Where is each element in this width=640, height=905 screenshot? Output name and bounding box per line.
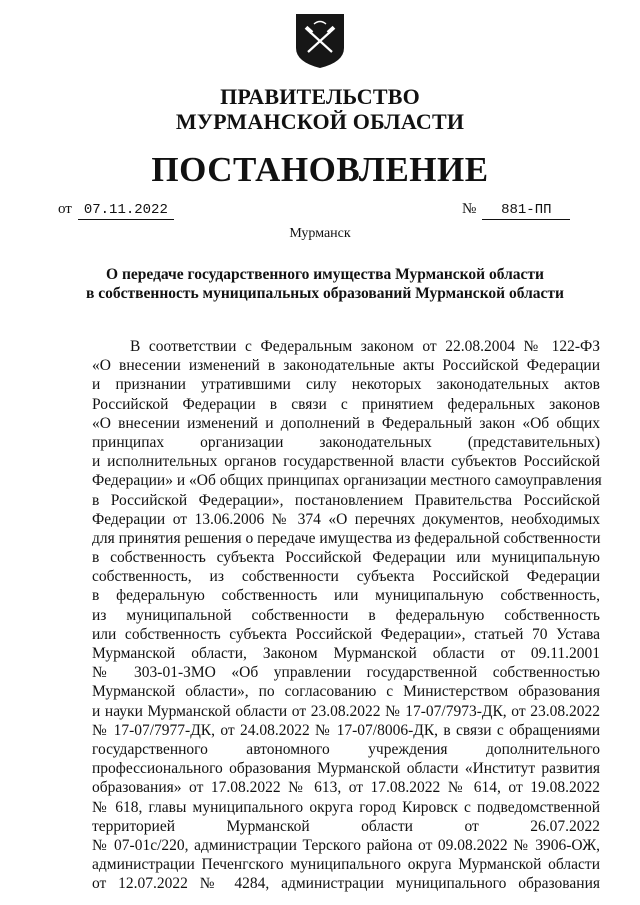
body-line: Мурманской области, Законом Мурманской области от 09.11.2001 <box>92 645 600 662</box>
body-line: В соответствии с Федеральным законом от 22.08.2004 № 122-ФЗ <box>130 338 600 355</box>
body-line: Федерации» и «Об общих принципах организации местного самоуправления <box>92 472 602 490</box>
government-title <box>0 84 640 134</box>
body-line: «О внесении изменений в законодательные акты Российской Федерации <box>92 357 600 375</box>
coat-of-arms-icon <box>294 12 346 70</box>
number-label: № <box>462 201 477 217</box>
body-line: и исполнительных органов государственной власти субъектов Российской <box>92 453 600 471</box>
body-line: от 12.07.2022 № 4284, администрации муниципального образования <box>92 875 600 893</box>
body-line: № 17-07/7977-ДК, от 24.08.2022 № 17-07/8006-ДК, в связи с обращениями <box>92 721 600 739</box>
body-line: или собственность субъекта Российской Федерации», статьей 70 Устава <box>92 625 600 643</box>
body-line: № 618, главы муниципального округа город Кировск с подведомственной <box>92 798 600 816</box>
body-line: профессионального образования Мурманской области «Институт развития <box>92 760 600 778</box>
government-title-line2: МУРМАНСКОЙ ОБЛАСТИ <box>175 109 465 134</box>
body-line: в Российской Федерации», постановлением Правительства Российской <box>92 491 600 509</box>
body-line: и признании утратившими силу некоторых законодательных актов <box>92 376 600 394</box>
body-line: № 07-01с/220, администрации Терского района от 09.08.2022 № 3906-ОЖ, <box>92 836 600 854</box>
body-line: администрации Печенгского муниципального округа Мурманской области <box>92 856 600 874</box>
city: Мурманск <box>289 226 351 241</box>
body-line: в собственность субъекта Российской Федерации или муниципальную <box>92 549 600 567</box>
government-title-line1: ПРАВИТЕЛЬСТВО <box>220 84 420 109</box>
body-paragraph <box>92 337 600 893</box>
body-line: и науки Мурманской области от 23.08.2022 № 17-07/7973-ДК, от 23.08.2022 <box>92 702 600 720</box>
body-line: Федерации от 13.06.2006 № 374 «О перечнях документов, необходимых <box>92 510 600 528</box>
body-line: образования» от 17.08.2022 № 613, от 17.08.2022 № 614, от 19.08.2022 <box>92 779 600 797</box>
date-label: от <box>58 201 72 217</box>
body-line: для принятия решения о передаче имущества из федеральной собственности <box>92 529 601 547</box>
body-line: собственность, из собственности субъекта Российской Федерации <box>92 568 600 586</box>
document-subject <box>60 265 590 303</box>
subject-line1: О передаче государственного имущества Мурманской области <box>106 266 544 283</box>
body-line: в федеральную собственность или муниципальную собственность, <box>92 587 600 605</box>
body-line: Российской Федерации в связи с принятием федеральных законов <box>92 395 600 413</box>
body-line: «О внесении изменений и дополнений в Федеральный закон «Об общих <box>92 414 600 432</box>
body-line: № 303-01-ЗМО «Об управлении государственной собственностью <box>92 664 600 682</box>
date-value: 07.11.2022 <box>78 201 174 220</box>
body-line: территорией Мурманской области от 26.07.2022 <box>92 817 600 835</box>
number-block <box>462 200 570 220</box>
document-type: ПОСТАНОВЛЕНИЕ <box>151 150 489 189</box>
body-line: из муниципальной собственности в федеральную собственность <box>92 606 600 624</box>
number-value: 881-ПП <box>482 201 570 220</box>
date-block <box>58 200 174 220</box>
body-line: принципах организации законодательных (представительных) <box>92 433 600 451</box>
body-line: Мурманской области», по согласованию с Министерством образования <box>92 683 600 701</box>
body-line: государственного автономного учреждения дополнительного <box>92 740 600 758</box>
subject-line2: в собственность муниципальных образований Мурманской области <box>86 285 564 302</box>
